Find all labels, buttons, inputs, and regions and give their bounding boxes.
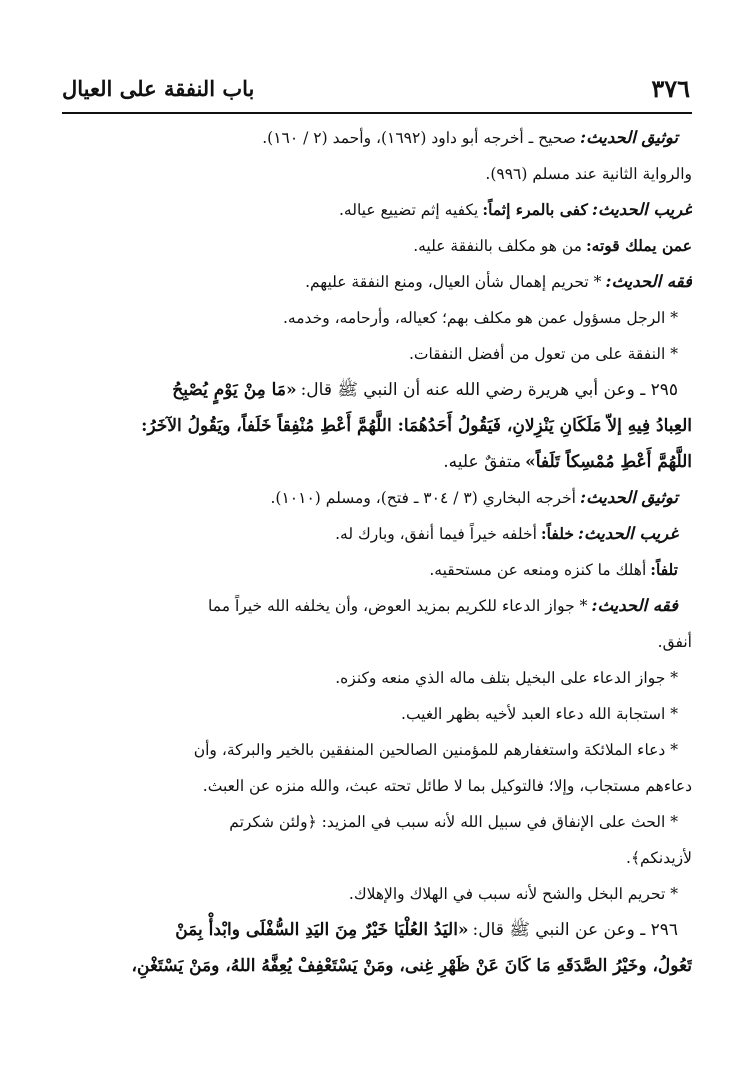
text-line: * الرجل مسؤول عمن هو مكلف بهم؛ كعياله، وأرحامه، وخدمه.: [282, 309, 678, 327]
text-line: تلفاً:أهلك ما كنزه ومنعه عن مستحقيه.: [429, 560, 678, 579]
page-body: [66, 120, 692, 984]
text-line: فقه الحديث:* تحريم إهمال شأن العيال، ومنع النفقة عليهم.: [305, 272, 692, 291]
text-line: دعاءهم مستجاب، وإلا؛ فالتوكيل بما لا طائل تحته عبث، والله منزه عن العبث.: [202, 777, 692, 795]
text-line: أنفق.: [657, 633, 692, 651]
text-line: لأزيدنكم﴾.: [626, 849, 692, 867]
hadith-296-line: ٢٩٦ ـ وعن عن النبي ﷺ قال:«اليَدُ العُلْيَا خَيْرٌ مِنَ اليَدِ السُّفْلَى وابْدأْ بِمَنْ: [175, 920, 678, 940]
text-line: غريب الحديث:كفى بالمرء إثماً:يكفيه إثم تضييع عياله.: [338, 200, 692, 219]
text-line: * تحريم البخل والشح لأنه سبب في الهلاك والإهلاك.: [348, 885, 678, 903]
hadith-295-line: اللَّهُمَّ أَعْطِ مُمْسِكاً تَلَفاً»متفقٌ عليه.: [443, 452, 692, 472]
hadith-295-line: العِبادُ فِيهِ إلاّ مَلَكَانِ يَنْزِلانِ، فَيَقُولُ أَحَدُهُمَا: اللَّهُمَّ أَعْطِ مُنْفِقاً خَلَفاً، ويَقُولُ الآخَرُ:: [141, 416, 692, 436]
text-line: * النفقة على من تعول من أفضل النفقات.: [408, 345, 678, 363]
text-line: * استجابة الله دعاء العبد لأخيه بظهر الغيب.: [401, 705, 678, 723]
text-line: توثيق الحديث:صحيح ـ أخرجه أبو داود (١٦٩٢)، وأحمد (٢ / ١٦٠).: [262, 128, 678, 147]
text-line: والرواية الثانية عند مسلم (٩٩٦).: [485, 165, 692, 183]
page-header: [62, 68, 690, 108]
hadith-295-line: ٢٩٥ ـ وعن أبي هريرة رضي الله عنه أن النبي ﷺ قال:«مَا مِنْ يَوْمٍ يُصْبِحُ: [172, 380, 678, 400]
text-line: * جواز الدعاء على البخيل بتلف ماله الذي منعه وكنزه.: [335, 669, 678, 687]
hadith-296-line: تَعُولُ، وخَيْرُ الصَّدَقَهِ مَا كَانَ عَنْ ظَهْرِ غِنى، ومَنْ يَسْتَعْفِفْ يُعِفَّهُ اللهُ، ومَنْ يَسْتَغْنِ،: [131, 956, 692, 976]
chapter-title: باب النفقة على العيال: [62, 75, 255, 101]
text-line: غريب الحديث:خلفاً:أخلفه خيراً فيما أنفق، وبارك له.: [335, 524, 678, 543]
page-number: ٣٧٦: [651, 73, 690, 103]
text-line: * الحث على الإنفاق في سبيل الله لأنه سبب في المزيد: ﴿ولئن شكرتم: [229, 813, 678, 831]
header-rule: [62, 112, 692, 114]
text-line: * دعاء الملائكة واستغفارهم للمؤمنين الصالحين المنفقين بالخير والبركة، وأن: [193, 741, 678, 759]
text-line: توثيق الحديث:أخرجه البخاري (٣ / ٣٠٤ ـ فتح)، ومسلم (١٠١٠).: [270, 488, 678, 507]
text-line: عمن يملك قوته:من هو مكلف بالنفقة عليه.: [413, 236, 692, 255]
text-line: فقه الحديث:* جواز الدعاء للكريم بمزيد العوض، وأن يخلفه الله خيراً مما: [208, 596, 678, 615]
